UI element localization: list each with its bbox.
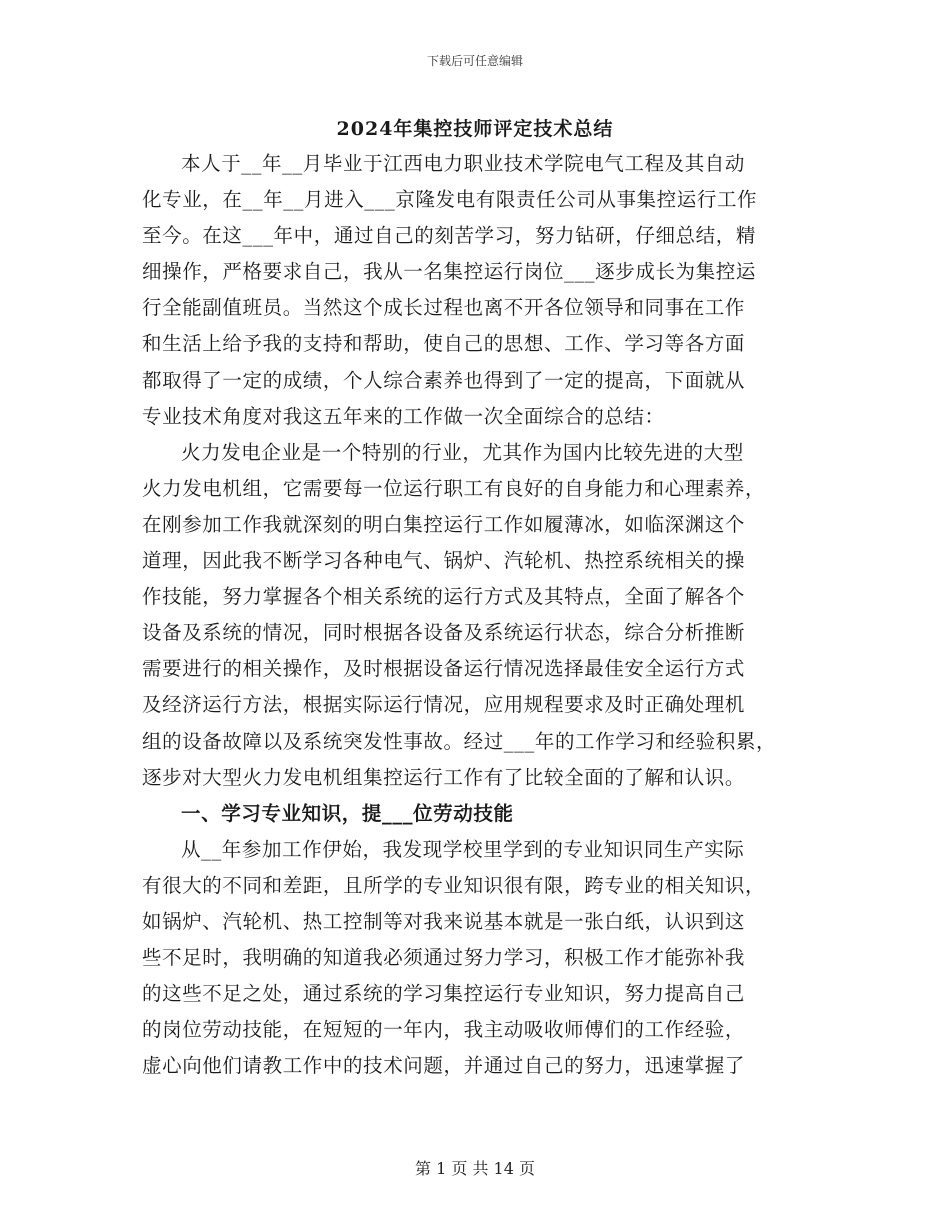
- document-body: [142, 146, 832, 1084]
- paragraph-line: 如锅炉、汽轮机、热工控制等对我来说基本就是一张白纸，认识到这: [142, 909, 746, 933]
- paragraph-line: 的岗位劳动技能，在短短的一年内，我主动吸收师傅们的工作经验，: [142, 1018, 746, 1042]
- paragraph-line: 本人于__年__月毕业于江西电力职业技术学院电气工程及其自动: [181, 152, 746, 175]
- paragraph-line: 组的设备故障以及系统突发性事故。经过___年的工作学习和经验积累，: [142, 729, 777, 753]
- paragraph-line: 和生活上给予我的支持和帮助，使自己的思想、工作、学习等各方面: [142, 332, 746, 356]
- section-heading: 一、学习专业知识，提___位劳动技能: [181, 801, 514, 825]
- page-header-note: 下载后可任意编辑: [426, 54, 523, 68]
- page-number: 第 1 页 共 14 页: [415, 1159, 535, 1178]
- paragraph-line: 有很大的不同和差距，且所学的专业知识很有限，跨专业的相关知识，: [142, 873, 766, 897]
- paragraph-line: 设备及系统的情况，同时根据各设备及系统运行状态，综合分析推断: [142, 621, 746, 645]
- paragraph-line: 火力发电企业是一个特别的行业，尤其作为国内比较先进的大型: [181, 440, 744, 464]
- paragraph-line: 至今。在这___年中，通过自己的刻苦学习，努力钻研，仔细总结，精: [142, 224, 756, 248]
- paragraph-line: 在刚参加工作我就深刻的明白集控运行工作如履薄冰，如临深渊这个: [142, 512, 746, 536]
- paragraph-line: 的这些不足之处，通过系统的学习集控运行专业知识，努力提高自己: [142, 982, 746, 1006]
- paragraph-line: 逐步对大型火力发电机组集控运行工作有了比较全面的了解和认识。: [142, 765, 746, 789]
- paragraph-line: 些不足时，我明确的知道我必须通过努力学习，积极工作才能弥补我: [142, 946, 746, 970]
- paragraph-line: 及经济运行方法，根据实际运行情况，应用规程要求及时正确处理机: [142, 693, 746, 717]
- paragraph-line: 需要进行的相关操作，及时根据设备运行情况选择最佳安全运行方式: [142, 657, 746, 681]
- paragraph-line: 作技能，努力掌握各个相关系统的运行方式及其特点，全面了解各个: [142, 585, 746, 609]
- paragraph-line: 细操作，严格要求自己，我从一名集控运行岗位___逐步成长为集控运: [142, 260, 756, 284]
- paragraph-line: 行全能副值班员。当然这个成长过程也离不开各位领导和同事在工作: [142, 296, 746, 320]
- paragraph-line: 专业技术角度对我这五年来的工作做一次全面综合的总结：: [142, 404, 665, 428]
- paragraph-line: 虚心向他们请教工作中的技术问题，并通过自己的努力，迅速掌握了: [142, 1054, 746, 1078]
- paragraph-line: 从__年参加工作伊始，我发现学校里学到的专业知识同生产实际: [181, 837, 745, 861]
- paragraph-line: 都取得了一定的成绩，个人综合素养也得到了一定的提高，下面就从: [142, 368, 746, 392]
- paragraph-line: 化专业，在__年__月进入___京隆发电有限责任公司从事集控运行工作: [142, 188, 758, 212]
- paragraph-line: 道理，因此我不断学习各种电气、锅炉、汽轮机、热控系统相关的操: [142, 549, 746, 573]
- document-title: 2024年集控技师评定技术总结: [336, 118, 614, 140]
- paragraph-line: 火力发电机组，它需要每一位运行职工有良好的自身能力和心理素养，: [142, 476, 766, 500]
